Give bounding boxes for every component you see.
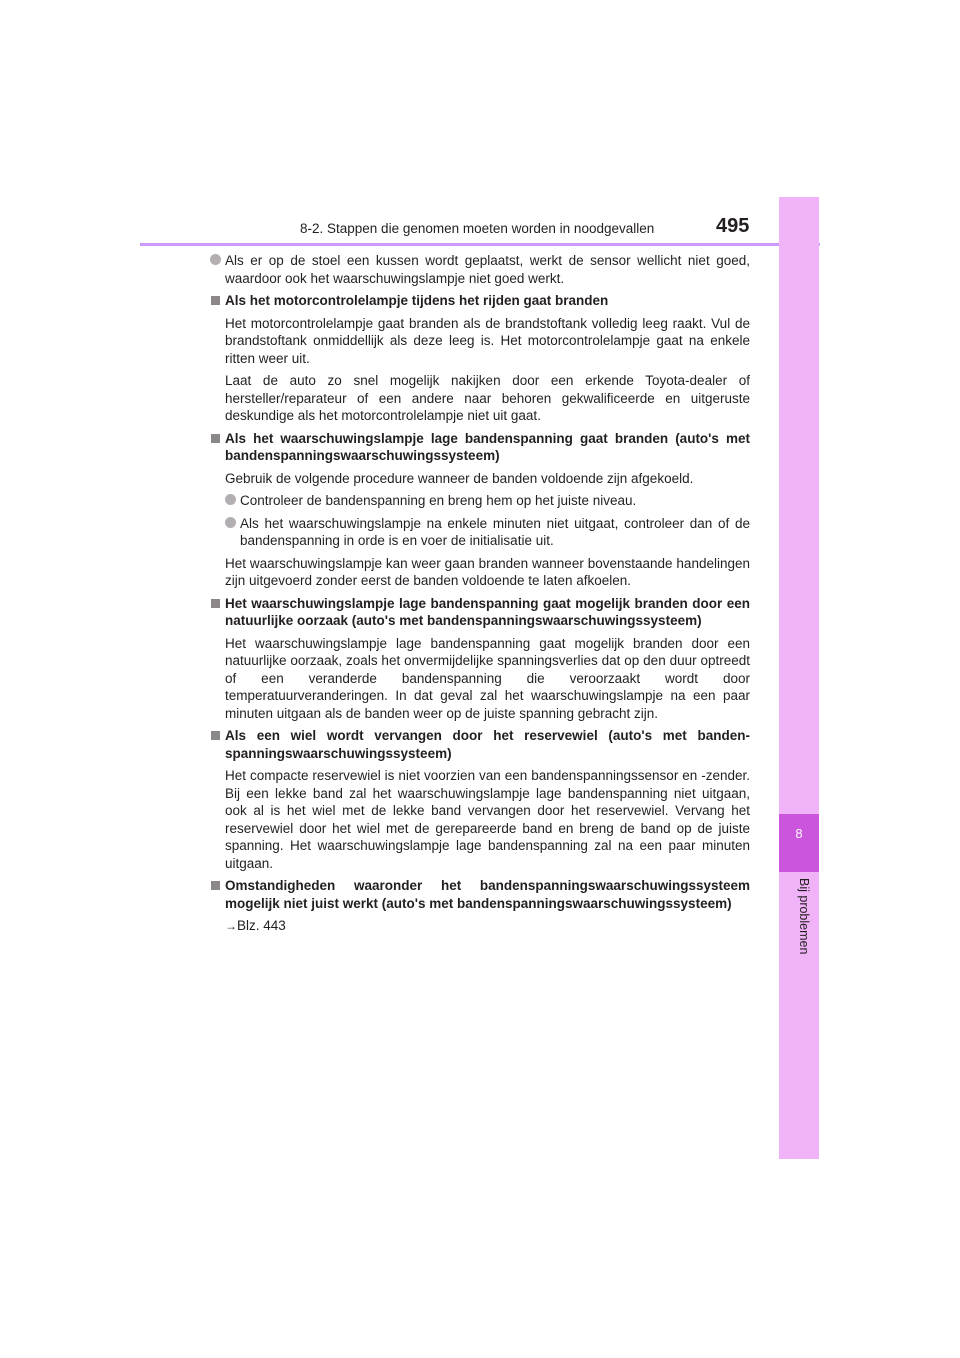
section-heading <box>210 430 750 465</box>
heading-text: Als het motorcontrolelampje tijdens het rijden gaat branden <box>225 293 609 308</box>
bullet-dot-icon <box>210 254 221 265</box>
arrow-right-icon: → <box>225 919 237 933</box>
heading-square-icon <box>211 434 220 443</box>
bullet-dot-icon <box>225 517 236 528</box>
paragraph: Het waarschuwingslampje kan weer gaan branden wanneer bovenstaande handelingen zijn uitgevoerd zonder eerst de banden voldoende te laten afkoelen. <box>225 555 750 588</box>
page-content <box>210 252 750 941</box>
bullet-text: Controleer de bandenspanning en breng hem op het juiste niveau. <box>240 493 637 508</box>
bullet-text: Als het waarschuwingslampje na enkele minuten niet uitgaat, controleer dan of de bandenspanning in orde is en voer de initialisatie uit. <box>240 515 750 548</box>
paragraph: Gebruik de volgende procedure wanneer de banden voldoende zijn afgekoeld. <box>225 470 694 486</box>
heading-text: Als het waarschuwingslampje lage bandenspanning gaat branden (auto's met bandenspanningswaarschuwingssysteem) <box>225 430 750 463</box>
heading-square-icon <box>211 296 220 305</box>
chapter-number: 8 <box>795 826 803 841</box>
section-heading <box>210 292 750 310</box>
chapter-label: Bij problemen <box>797 878 811 955</box>
bullet-item <box>210 252 750 287</box>
heading-text: Het waarschuwingslampje lage bandenspanning gaat mogelijk branden door een natuurlijke oorzaak (auto's met bandenspanningswaarschuwingssysteem) <box>225 595 750 628</box>
page-reference[interactable] <box>210 917 750 936</box>
heading-text: Omstandigheden waaronder het bandenspanningswaarschuwingssysteem mogelijk niet juist werkt (auto's met bandenspanningswaarschuwingssysteem) <box>225 878 750 911</box>
paragraph: Laat de auto zo snel mogelijk nakijken door een erkende Toyota-dealer of hersteller/reparateur of een andere naar behoren gekwalificeerde en uitgeruste deskundige als het motorcontrolelampje niet uit gaat. <box>225 373 750 423</box>
paragraph: Het motorcontrolelampje gaat branden als de brandstoftank volledig leeg raakt. Vul de brandstoftank onmiddellijk als deze leeg is. Het motorcontrolelampje gaat na enkele ritten weer uit. <box>225 315 750 366</box>
page-reference-text[interactable]: Blz. 443 <box>237 918 286 933</box>
heading-text: Als een wiel wordt vervangen door het reservewiel (auto's met bandenspanningswaarschuwingssysteem) <box>225 728 750 761</box>
bullet-item <box>225 492 750 510</box>
section-title: 8-2. Stappen die genomen moeten worden in noodgevallen <box>300 221 655 236</box>
heading-square-icon <box>211 599 220 608</box>
heading-square-icon <box>211 881 220 890</box>
bullet-text: Als er op de stoel een kussen wordt geplaatst, werkt de sensor wellicht niet goed, waardoor ook het waarschuwingslampje niet goed werkt. <box>225 253 750 286</box>
bullet-item <box>225 515 750 550</box>
heading-square-icon <box>211 731 220 740</box>
chapter-number-box <box>779 814 819 872</box>
paragraph: Het compacte reservewiel is niet voorzien van een bandenspanningssensor en -zender. Bij een lekke band zal het waarschuwingslampje lage bandenspanning niet uitgaan, ook al is het wiel met de lekke band vervangen door het reservewiel. Vervang het reservewiel door het wiel met de gerepareerde band en breng de band op de juiste spanning. Het waarschuwingslampje lage bandenspanning zal na een paar minuten uitgaan. <box>225 768 750 871</box>
page-number: 495 <box>716 215 750 237</box>
bullet-dot-icon <box>225 494 236 505</box>
chapter-side-tab <box>779 197 819 1159</box>
section-heading <box>210 877 750 912</box>
section-heading <box>210 595 750 630</box>
header-divider <box>140 243 820 246</box>
paragraph: Het waarschuwingslampje lage bandenspanning gaat mogelijk branden door een natuurlijke oorzaak, zoals het onvermijdelijke spanningsverlies dat op den duur optreedt of een veranderde bandenspanning die veroorzaakt wordt door temperatuurveranderingen. In dat geval zal het waarschuwingslampje na een paar minuten uitgaan als de banden weer op de juiste spanning gebracht zijn. <box>225 635 750 721</box>
section-heading <box>210 727 750 762</box>
